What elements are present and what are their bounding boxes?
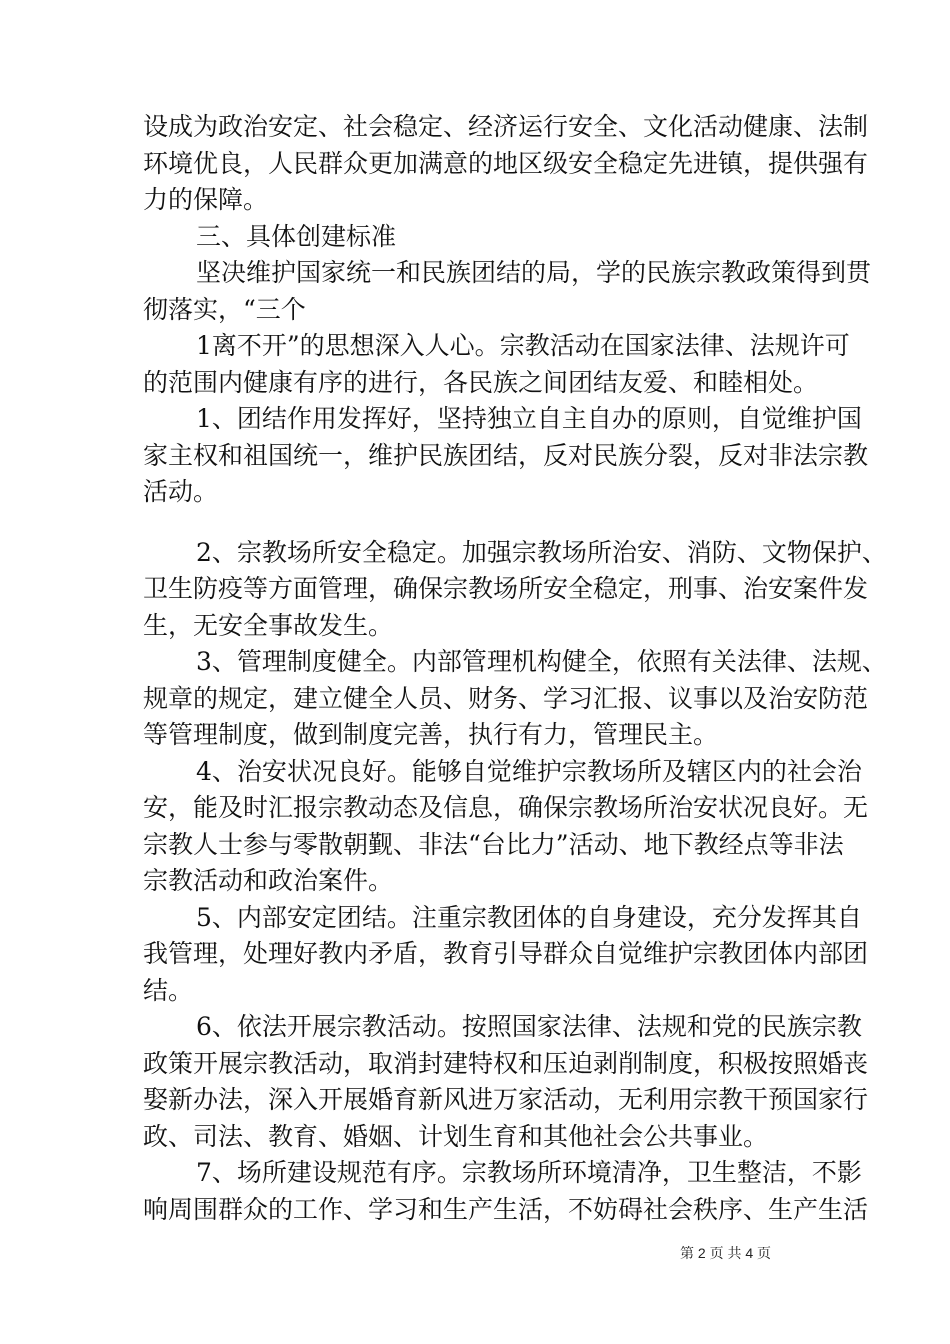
paragraph [143,401,869,511]
text-line: 我管理，处理好教内矛盾，教育引导群众自觉维护宗教团体内部团 [143,939,869,968]
paragraph [143,219,806,256]
paragraph [143,900,869,1010]
paragraph [143,328,850,401]
page-number: 第 2 页 共 4 页 [680,1245,772,1261]
text-line: 政策开展宗教活动，取消封建特权和压迫剥削制度，积极按照婚丧 [143,1048,869,1078]
text-line: 安，能及时汇报宗教动态及信息，确保宗教场所治安状况良好。无 [143,793,869,822]
text-line: 1、团结作用发挥好，坚持独立自主自办的原则，自觉维护国 [196,404,862,433]
text-line: 7、场所建设规范有序。宗教场所环境清净，卫生整洁，不影 [196,1158,862,1187]
text-line: 等管理制度，做到制度完善，执行有力，管理民主。 [143,720,719,749]
text-line: 5、内部安定团结。注重宗教团体的自身建设，充分发挥其自 [196,902,862,932]
paragraph [143,644,887,754]
text-line: 生，无安全事故发生。 [143,610,394,640]
text-line: 2、宗教场所安全稳定。加强宗教场所治安、消防、文物保护、 [196,537,887,567]
text-line: 三、具体创建标准 [196,221,397,251]
document-body [143,109,887,1228]
text-line: 家主权和祖国统一，维护民族团结，反对民族分裂，反对非法宗教 [143,440,869,470]
text-line: 规章的规定，建立健全人员、财务、学习汇报、议事以及治安防范 [143,683,869,713]
paragraph [143,754,869,900]
text-line: 设成为政治安定、社会稳定、经济运行安全、文化活动健康、法制 [143,112,869,141]
text-line: 坚决维护国家统一和民族团结的局，学的民族宗教政策得到贯 [196,258,872,287]
text-line: 的范围内健康有序的进行，各民族之间团结友爱、和睦相处。 [143,367,819,397]
paragraph [143,109,869,219]
paragraph [143,535,887,645]
text-line: 卫生防疫等方面管理，确保宗教场所安全稳定，刑事、治安案件发 [143,574,869,603]
text-line: 6、依法开展宗教活动。按照国家法律、法规和党的民族宗教 [196,1012,862,1041]
text-line: 宗教活动和政治案件。 [143,866,394,895]
text-line: 4、治安状况良好。能够自觉维护宗教场所及辖区内的社会治 [196,756,862,786]
text-line: 力的保障。 [143,185,269,214]
text-line: 环境优良，人民群众更加满意的地区级安全稳定先进镇，提供强有 [143,148,869,178]
text-line: 娶新办法，深入开展婚育新风进万家活动，无利用宗教干预国家行 [143,1085,869,1114]
text-line: 响周围群众的工作、学习和生产生活，不妨碍社会秩序、生产生活 [143,1194,869,1224]
text-line: 3、管理制度健全。内部管理机构健全，依照有关法律、法规、 [196,647,887,676]
paragraph [143,255,872,328]
text-line: 活动。 [143,477,219,506]
text-line: 宗教人士参与零散朝觐、非法“台比力”活动、地下教经点等非法 [143,829,844,859]
text-line: 政、司法、教育、婚姻、计划生育和其他社会公共事业。 [143,1121,769,1151]
text-line: 1离不开”的思想深入人心。宗教活动在国家法律、法规许可 [196,331,850,360]
text-line: 结。 [143,975,194,1005]
text-line: 彻落实，“三个 [143,294,306,324]
paragraph [143,1155,869,1228]
paragraph [143,1009,869,1155]
